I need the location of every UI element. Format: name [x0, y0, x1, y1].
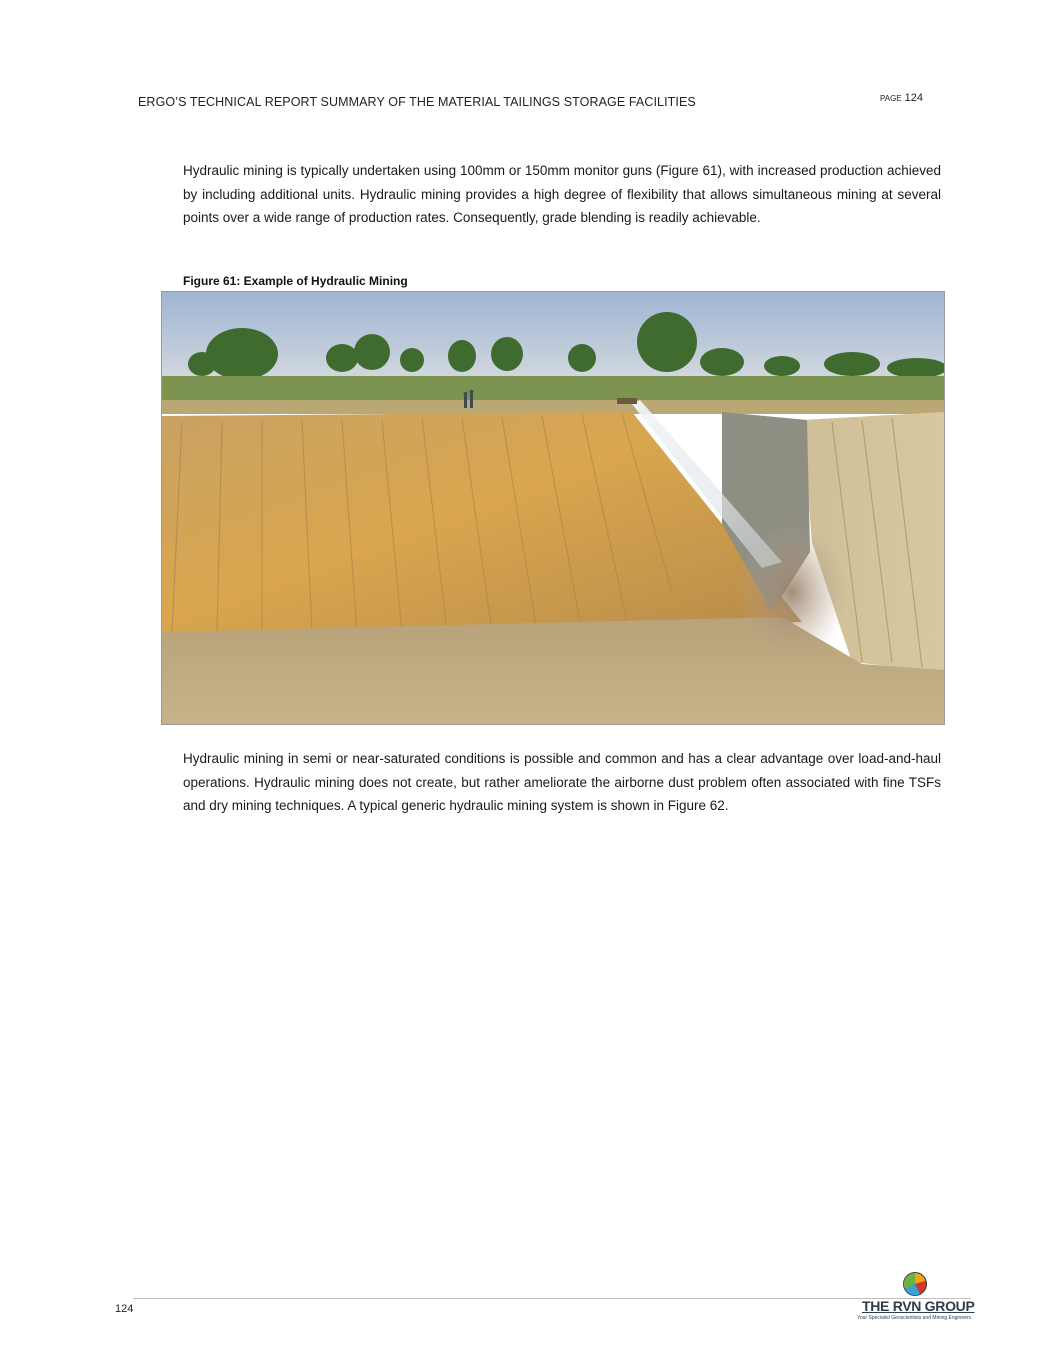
- hydraulic-mining-photo: [161, 291, 945, 725]
- rvn-logo-mark-icon: [902, 1271, 928, 1297]
- figure-caption: Figure 61: Example of Hydraulic Mining: [183, 274, 408, 288]
- hydraulic-mining-illustration: [162, 292, 944, 724]
- monitor-gun: [617, 398, 637, 404]
- report-header-title: ERGO’S TECHNICAL REPORT SUMMARY OF THE MATERIAL TAILINGS STORAGE FACILITIES: [138, 95, 696, 109]
- paragraph-hydraulic-mining-advantages: Hydraulic mining in semi or near-saturated conditions is possible and common and has a clear advantage over load-and-haul operations. Hydraulic mining does not create, but rather ameliorate the airborne dust problem often associated with fine TSFs and dry mining techniques. A typical generic hydraulic mining system is shown in Figure 62.: [183, 751, 941, 813]
- pit-wall-left: [162, 412, 802, 642]
- logo-tagline: Your Specialist Geoscientists and Mining Engineers: [857, 1315, 972, 1321]
- header-page-indicator: [880, 92, 923, 104]
- rvn-group-logo: [855, 1268, 975, 1324]
- grass-band-edge: [162, 400, 944, 414]
- logo-name: THE RVN GROUP: [862, 1298, 975, 1314]
- header-page-number: 124: [904, 92, 923, 104]
- header-page-label: PAGE: [880, 94, 902, 103]
- paragraph-hydraulic-mining-intro: Hydraulic mining is typically undertaken using 100mm or 150mm monitor guns (Figure 61), with increased production achieved by including additional units. Hydraulic mining provides a high degree of flexibility that allows simultaneous mining at several points over a wide range of production rates. Consequently, grade blending is readily achievable.: [183, 163, 941, 225]
- footer-page-number: 124: [115, 1303, 134, 1315]
- footer-divider: [133, 1298, 971, 1299]
